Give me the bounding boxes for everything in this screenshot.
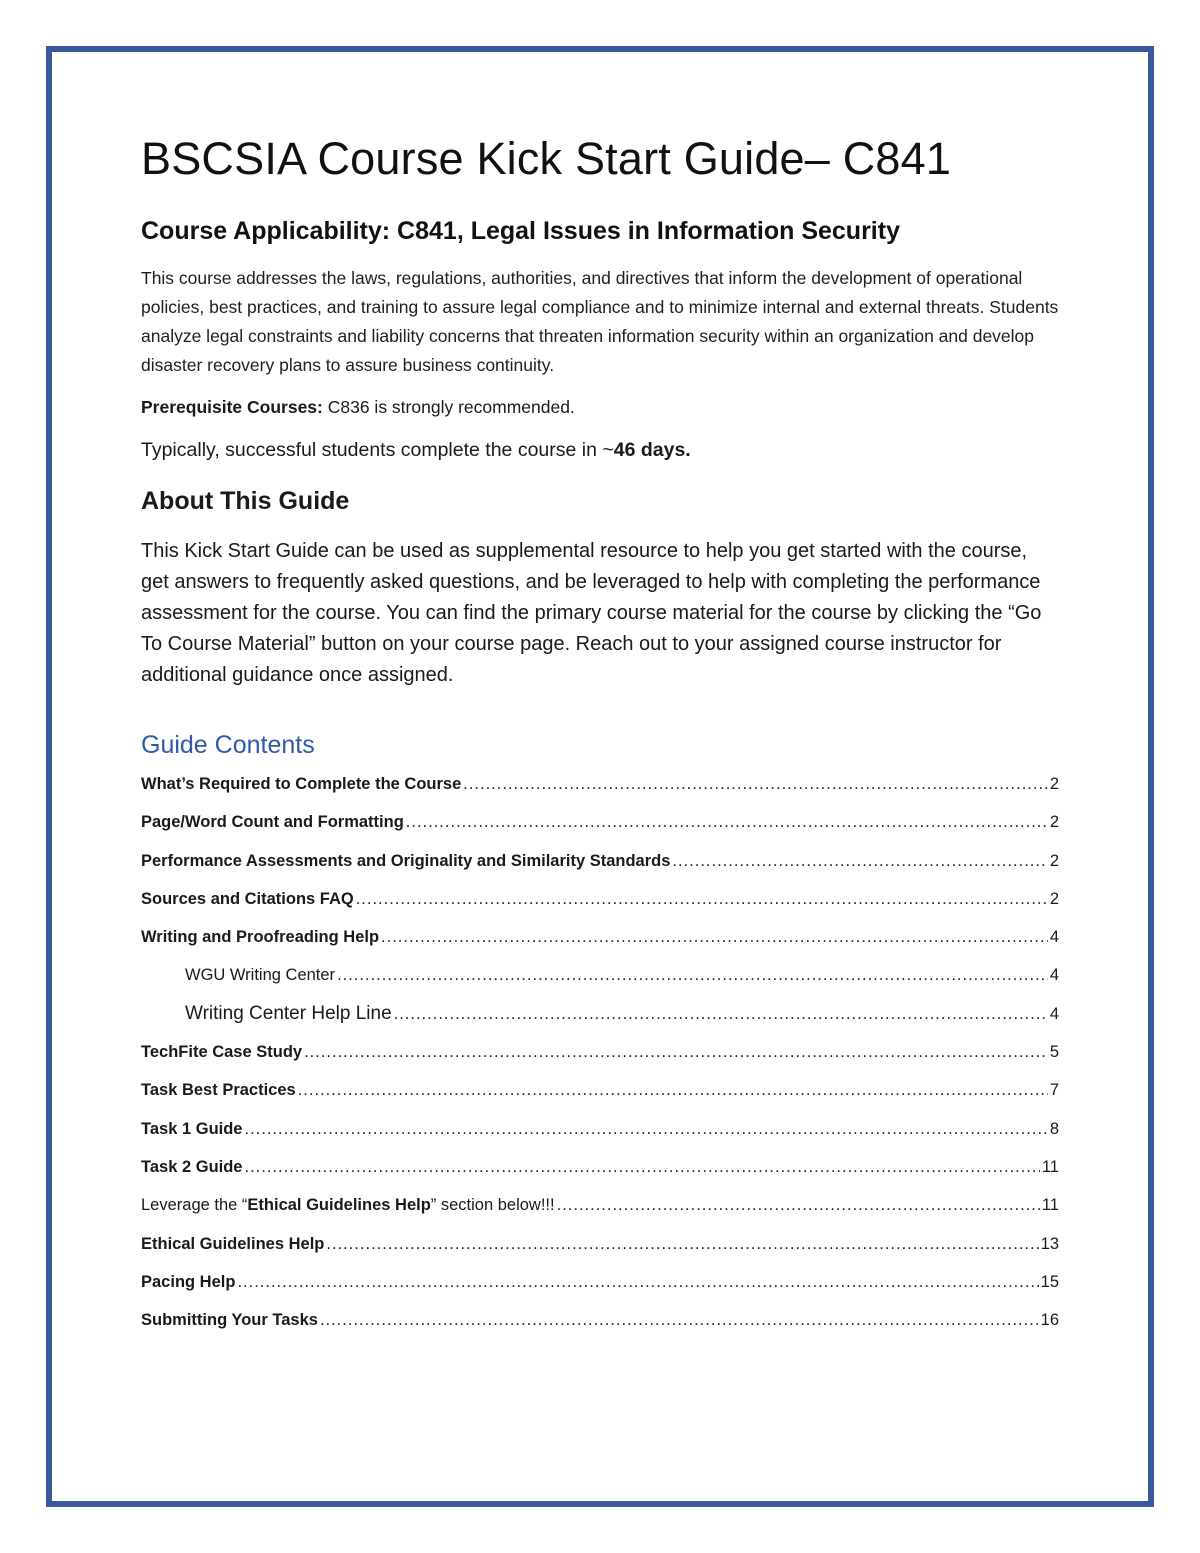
toc-entry-page: 11: [1041, 1157, 1059, 1176]
toc-entry-page: 2: [1049, 889, 1059, 908]
toc-entry-task-best-practices[interactable]: [141, 1071, 1059, 1109]
toc-leader: [320, 1301, 1039, 1339]
toc-entry-label: Writing Center Help Line: [185, 1002, 392, 1024]
prerequisite-text: C836 is strongly recommended.: [322, 397, 575, 417]
about-text: This Kick Start Guide can be used as supplemental resource to help you get started with the course, get answers to frequently asked questions, and be leveraged to help with completing the performance assessment for the course. You can find the primary course material for the course by clicking the “Go To Course Material” button on your course page. Reach out to your assigned course instructor for additional guidance once assigned.: [141, 540, 1042, 686]
toc-entry-sources-citations[interactable]: [141, 880, 1059, 918]
toc-entry-pacing-help[interactable]: [141, 1263, 1059, 1301]
typical-duration: [141, 436, 1059, 464]
toc-entry-page: 16: [1040, 1311, 1059, 1330]
toc-heading: Guide Contents: [141, 731, 315, 759]
toc-entry-label: [141, 1186, 555, 1224]
toc-entry-techfite-case-study[interactable]: [141, 1033, 1059, 1071]
toc-leader: [326, 1225, 1038, 1263]
toc-entry-label: Task Best Practices: [141, 1081, 296, 1100]
toc-leader: [463, 765, 1048, 803]
toc-entry-task-1-guide[interactable]: [141, 1110, 1059, 1148]
toc-leader: [406, 803, 1048, 841]
prerequisite-line: [141, 394, 1059, 420]
toc-leader: [394, 995, 1048, 1033]
toc-entry-required[interactable]: [141, 765, 1059, 803]
toc-entry-wgu-writing-center[interactable]: [141, 956, 1059, 994]
toc-entry-label: Performance Assessments and Originality and Similarity Standards: [141, 851, 671, 870]
toc-entry-page: 15: [1040, 1272, 1059, 1291]
toc-entry-ethical-guidelines[interactable]: [141, 1225, 1059, 1263]
toc-leader: [337, 956, 1048, 994]
toc-label-pre: Leverage the “: [141, 1196, 248, 1215]
toc-leader: [298, 1071, 1048, 1109]
toc-entry-page: 7: [1049, 1081, 1059, 1100]
toc-entry-label: Ethical Guidelines Help: [141, 1234, 325, 1253]
toc-label-post: ” section below!!!: [430, 1196, 555, 1215]
toc-entry-page: 2: [1049, 813, 1059, 832]
toc-label-bold: Ethical Guidelines Help: [247, 1196, 431, 1215]
toc-leader: [244, 1110, 1047, 1148]
toc-leader: [304, 1033, 1048, 1071]
document-body: [141, 128, 1059, 1339]
toc-entry-writing-proofreading[interactable]: [141, 918, 1059, 956]
toc-entry-label: Writing and Proofreading Help: [141, 928, 380, 947]
toc-entry-performance-assessments[interactable]: [141, 842, 1059, 880]
document-title: BSCSIA Course Kick Start Guide– C841: [141, 133, 952, 184]
toc-entry-page: 11: [1041, 1196, 1059, 1215]
toc-entry-label: Submitting Your Tasks: [141, 1311, 318, 1330]
toc-entry-label: Page/Word Count and Formatting: [141, 813, 404, 832]
toc-leader: [557, 1186, 1040, 1224]
toc-entry-submitting-tasks[interactable]: [141, 1301, 1059, 1339]
course-applicability-heading: Course Applicability: C841, Legal Issues in Information Security: [141, 217, 900, 245]
toc-entry-leverage-ethical[interactable]: [141, 1186, 1059, 1224]
toc-entry-page: 4: [1049, 928, 1059, 947]
toc-leader: [356, 880, 1048, 918]
toc-entry-page: 8: [1049, 1119, 1059, 1138]
toc-entry-label: TechFite Case Study: [141, 1043, 303, 1062]
toc-entry-label: Pacing Help: [141, 1272, 236, 1291]
toc-entry-page: 4: [1049, 1004, 1059, 1023]
toc-entry-page: 5: [1049, 1043, 1059, 1062]
toc-entry-task-2-guide[interactable]: [141, 1148, 1059, 1186]
toc-leader: [672, 842, 1047, 880]
toc-entry-label: Task 1 Guide: [141, 1119, 243, 1138]
toc-entry-label: Sources and Citations FAQ: [141, 889, 354, 908]
toc-entry-writing-help-line[interactable]: [141, 995, 1059, 1033]
toc-entry-label: What’s Required to Complete the Course: [141, 775, 462, 793]
toc-leader: [237, 1263, 1038, 1301]
prerequisite-label: Prerequisite Courses:: [141, 397, 323, 417]
toc-entry-label: Task 2 Guide: [141, 1157, 243, 1176]
toc-entry-page: 13: [1040, 1234, 1059, 1253]
toc-entry-label: WGU Writing Center: [185, 966, 336, 985]
toc-leader: [381, 918, 1048, 956]
toc-leader: [244, 1148, 1039, 1186]
typical-text: Typically, successful students complete the course in ~: [141, 439, 614, 461]
toc-entry-page-word-count[interactable]: [141, 803, 1059, 841]
toc-entry-page: 2: [1049, 775, 1059, 793]
table-of-contents: [141, 765, 1059, 1339]
typical-days: 46 days.: [613, 439, 691, 461]
about-heading: About This Guide: [141, 487, 350, 515]
course-description: This course addresses the laws, regulations, authorities, and directives that inform the development of operational policies, best practices, and training to assure legal compliance and to minimize internal and external threats. Students analyze legal constraints and liability concerns that threaten information security within an organization and develop disaster recovery plans to assure business continuity.: [141, 268, 1059, 375]
toc-entry-page: 4: [1049, 966, 1059, 985]
toc-entry-page: 2: [1049, 851, 1059, 870]
